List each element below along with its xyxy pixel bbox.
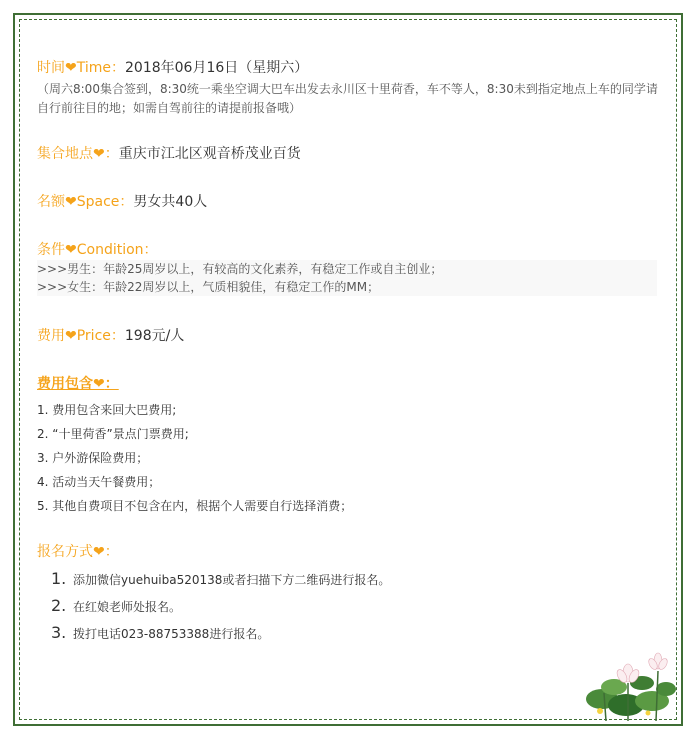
condition-item-female: >>>女生：年龄22周岁以上，气质相貌佳，有稳定工作的MM； (37, 278, 657, 296)
quota-value: 男女共40人 (133, 194, 208, 210)
price-value: 198元/人 (124, 328, 185, 344)
signup-item-number: 3. (51, 623, 67, 642)
time-value: 2018年06月16日（星期六） (125, 60, 309, 76)
lotus-decoration-icon (582, 643, 678, 723)
time-label-en: Time (76, 60, 111, 76)
signup-item-text: 添加微信yuehuiba520138或者扫描下方二维码进行报名。 (73, 573, 391, 587)
place-label: 集合地点 (37, 146, 93, 162)
price-section (37, 326, 184, 346)
time-section (37, 58, 659, 118)
colon: ： (110, 328, 125, 344)
colon: ： (104, 376, 119, 392)
place-value: 重庆市江北区观音桥茂业百货 (118, 146, 301, 162)
quota-label: 名额 (37, 194, 65, 210)
fee-item: 2. “十里荷香”景点门票费用; (37, 427, 189, 441)
fee-item: 1. 费用包含来回大巴费用; (37, 403, 177, 417)
signup-item-number: 1. (51, 569, 67, 588)
quota-section (37, 192, 207, 212)
heart-icon: ❤ (65, 60, 77, 76)
heart-icon: ❤ (93, 544, 105, 560)
fee-item: 5. 其他自费项目不包含在内，根据个人需要自行选择消费； (37, 499, 353, 513)
condition-label: 条件 (37, 242, 65, 258)
colon: ： (104, 544, 119, 560)
colon: ： (104, 146, 119, 162)
signup-item-text: 在红娘老师处报名。 (73, 600, 182, 614)
colon: ： (119, 194, 134, 210)
signup-item (51, 566, 657, 593)
condition-section (37, 240, 657, 296)
price-label: 费用 (37, 328, 65, 344)
heart-icon: ❤ (65, 328, 77, 344)
condition-label-en: Condition (76, 242, 144, 258)
signup-item (51, 620, 657, 647)
signup-title: 报名方式 (37, 544, 93, 560)
heart-icon: ❤ (93, 376, 105, 392)
signup-item-text: 拨打电话023-88753388进行报名。 (73, 627, 270, 641)
time-note: （周六8:00集合签到，8:30统一乘坐空调大巴车出发去永川区十里荷香，车不等人，8:30未到指定地点上车的同学请自行前往目的地；如需自驾前往的请提前报备哦） (37, 82, 658, 115)
fee-item: 3. 户外游保险费用； (37, 451, 149, 465)
colon: ： (111, 60, 125, 76)
time-label: 时间 (37, 60, 65, 76)
place-section (37, 144, 301, 164)
fee-includes-title: 费用包含❤： (37, 376, 119, 392)
colon: ： (143, 242, 158, 258)
signup-item (51, 593, 657, 620)
fee-includes-section (37, 374, 657, 518)
price-label-en: Price (76, 328, 111, 344)
heart-icon: ❤ (65, 194, 77, 210)
condition-item-male: >>>男生：年龄25周岁以上，有较高的文化素养，有稳定工作或自主创业； (37, 260, 657, 278)
fee-item: 4. 活动当天午餐费用； (37, 475, 161, 489)
heart-icon: ❤ (65, 242, 77, 258)
heart-icon: ❤ (93, 146, 105, 162)
signup-item-number: 2. (51, 596, 67, 615)
quota-label-en: Space (76, 194, 120, 210)
signup-section (37, 542, 657, 647)
